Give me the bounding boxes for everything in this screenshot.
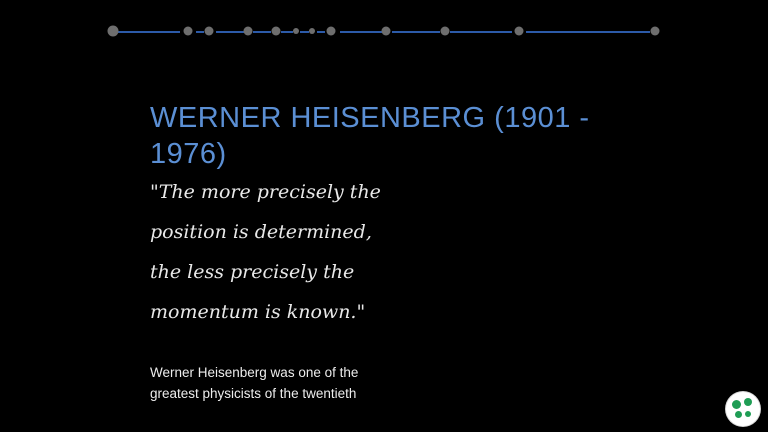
badge-blob [744,398,752,406]
timeline-segment [216,31,244,33]
quote-block [150,172,580,332]
timeline-navigation[interactable] [0,0,768,62]
timeline-dot[interactable] [382,27,391,36]
timeline-dot[interactable] [441,27,450,36]
badge-blob [732,400,741,409]
quote-line: the less precisely the [150,261,355,283]
body-text [150,362,450,404]
quote-line: momentum is known." [150,301,366,323]
timeline-dot[interactable] [293,28,299,34]
timeline-segment [526,31,650,33]
timeline-segment [317,31,325,33]
timeline-dot[interactable] [108,26,119,37]
timeline-dot[interactable] [515,27,524,36]
page-title: WERNER HEISENBERG (1901 - 1976) [150,102,590,170]
body-line: greatest physicists of the twentieth [150,386,357,401]
quote-line: "The more precisely the [150,181,381,203]
timeline-segment [196,31,204,33]
timeline-segment [118,31,180,33]
assistant-badge-icon[interactable] [726,392,760,426]
timeline-segment [281,31,293,33]
timeline-dot[interactable] [205,27,214,36]
timeline-dot[interactable] [184,27,193,36]
badge-blob [745,411,751,417]
badge-blob [735,411,742,418]
body-line: Werner Heisenberg was one of the [150,365,359,380]
timeline-dot[interactable] [651,27,660,36]
timeline-segment [253,31,271,33]
timeline-dot[interactable] [327,27,336,36]
timeline-segment [450,31,512,33]
timeline-dot[interactable] [272,27,281,36]
timeline-dot[interactable] [244,27,253,36]
timeline-dot[interactable] [309,28,315,34]
timeline-segment [392,31,440,33]
timeline-segment [300,31,309,33]
timeline-segment [340,31,382,33]
quote-line: position is determined, [150,221,372,243]
